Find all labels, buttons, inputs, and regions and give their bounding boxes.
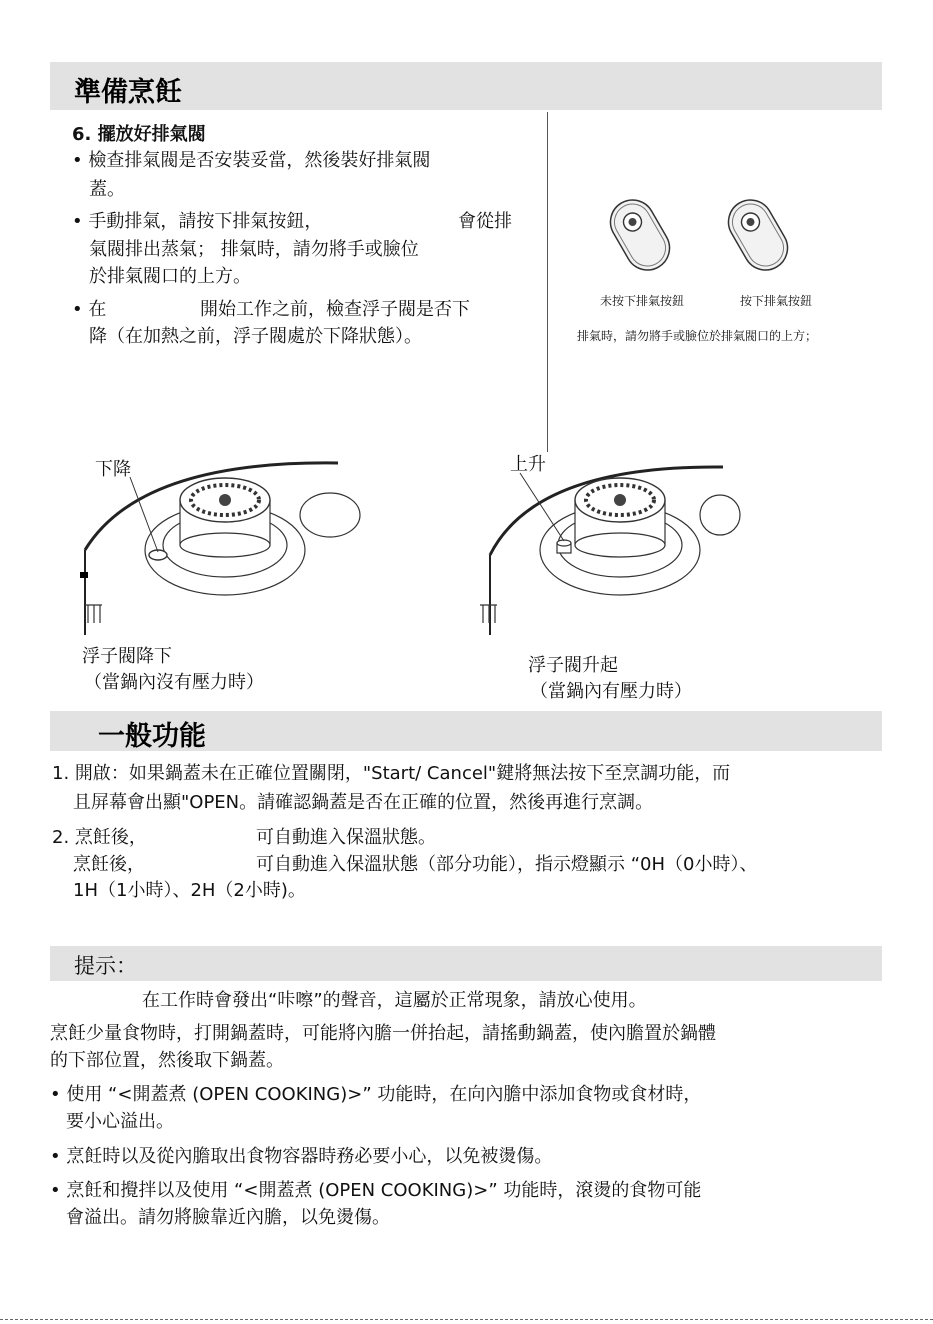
tips-header-bar <box>50 946 882 981</box>
general-item-2-line-3: 1H（1小時）、2H（2小時)。 <box>73 880 306 901</box>
bullet-3-line-1b: 開始工作之前，檢查浮子閥是否下 <box>200 299 470 320</box>
bullet-2-line-3: 於排氣閥口的上方。 <box>89 266 251 287</box>
btn-unpressed-label: 未按下排氣按鈕 <box>600 294 685 308</box>
caption-down-1: 浮子閥降下 <box>82 646 172 667</box>
tips-bullet-3-line-2: 會溢出。請勿將臉靠近內膽，以免燙傷。 <box>66 1207 390 1228</box>
btn-pressed-label: 按下排氣按鈕 <box>740 294 813 308</box>
general-item-2-line-2a: 烹飪後， <box>73 854 145 875</box>
tips-bullet-1-line-2: 要小心溢出。 <box>66 1111 174 1132</box>
step6-title: 6. 擺放好排氣閥 <box>72 124 206 145</box>
tips-bullet-2-line-1: • 烹飪時以及從內膽取出食物容器時務必要小心，以免被燙傷。 <box>50 1146 553 1167</box>
tips-title: 提示： <box>74 954 137 978</box>
bullet-1-line-1: • 檢查排氣閥是否安裝妥當，然後裝好排氣閥 <box>72 150 431 171</box>
bottom-dashed-line <box>0 1319 933 1320</box>
general-item-1-line-1: 1. 開啟：如果鍋蓋未在正確位置關閉，"Start/ Cancel"鍵將無法按下至烹調功能，而 <box>52 763 731 784</box>
float-valve-down-illustration <box>80 455 340 635</box>
tips-p2-line-1: 烹飪少量食物時，打開鍋蓋時，可能將內膽一併抬起，請搖動鍋蓋，使內膽置於鍋體 <box>50 1023 716 1044</box>
tips-bullet-1-line-1: • 使用 “<開蓋煮 (OPEN COOKING)>” 功能時，在向內膽中添加食物或食材時， <box>50 1084 702 1105</box>
bullet-2-line-1: • 手動排氣，請按下排氣按鈕， <box>72 211 323 232</box>
tips-p1: 在工作時會發出“咔嚓”的聲音，這屬於正常現象，請放心使用。 <box>142 990 647 1011</box>
label-up: 上升 <box>510 454 546 475</box>
tips-bullet-3-line-1: • 烹飪和攪拌以及使用 “<開蓋煮 (OPEN COOKING)>” 功能時，滾燙的食物可能 <box>50 1180 702 1201</box>
caption-up-2: （當鍋內有壓力時） <box>530 681 692 702</box>
general-item-2-line-1a: 2. 烹飪後， <box>52 827 147 848</box>
caption-up-1: 浮子閥升起 <box>528 655 618 676</box>
bullet-3-line-1: • 在 <box>72 299 107 320</box>
general-item-1-line-2: 且屏幕會出顯"OPEN。請確認鍋蓋是否在正確的位置，然後再進行烹調。 <box>73 792 654 813</box>
label-down: 下降 <box>95 459 131 480</box>
bullet-2-line-1b: 會從排 <box>458 211 512 232</box>
tips-p2-line-2: 的下部位置，然後取下鍋蓋。 <box>50 1050 284 1071</box>
exhaust-warning: 排氣時，請勿將手或臉位於排氣閥口的上方； <box>577 329 818 343</box>
general-item-2-line-1b: 可自動進入保溫狀態。 <box>256 827 436 848</box>
column-divider <box>547 112 548 452</box>
exhaust-button-unpressed-icon <box>600 192 680 278</box>
bullet-3-line-2: 降（在加熱之前，浮子閥處於下降狀態）。 <box>89 326 422 347</box>
general-item-2-line-2b: 可自動進入保溫狀態（部分功能），指示燈顯示 “0H（0小時）、 <box>256 854 758 875</box>
bullet-2-line-2: 氣閥排出蒸氣； 排氣時，請勿將手或臉位 <box>89 239 419 260</box>
exhaust-button-pressed-icon <box>718 192 798 278</box>
caption-down-2: （當鍋內沒有壓力時） <box>84 672 264 693</box>
prep-title: 準備烹飪 <box>74 77 182 108</box>
general-title: 一般功能 <box>98 721 206 752</box>
bullet-1-line-2: 蓋。 <box>89 179 125 200</box>
float-valve-up-illustration <box>475 455 725 635</box>
